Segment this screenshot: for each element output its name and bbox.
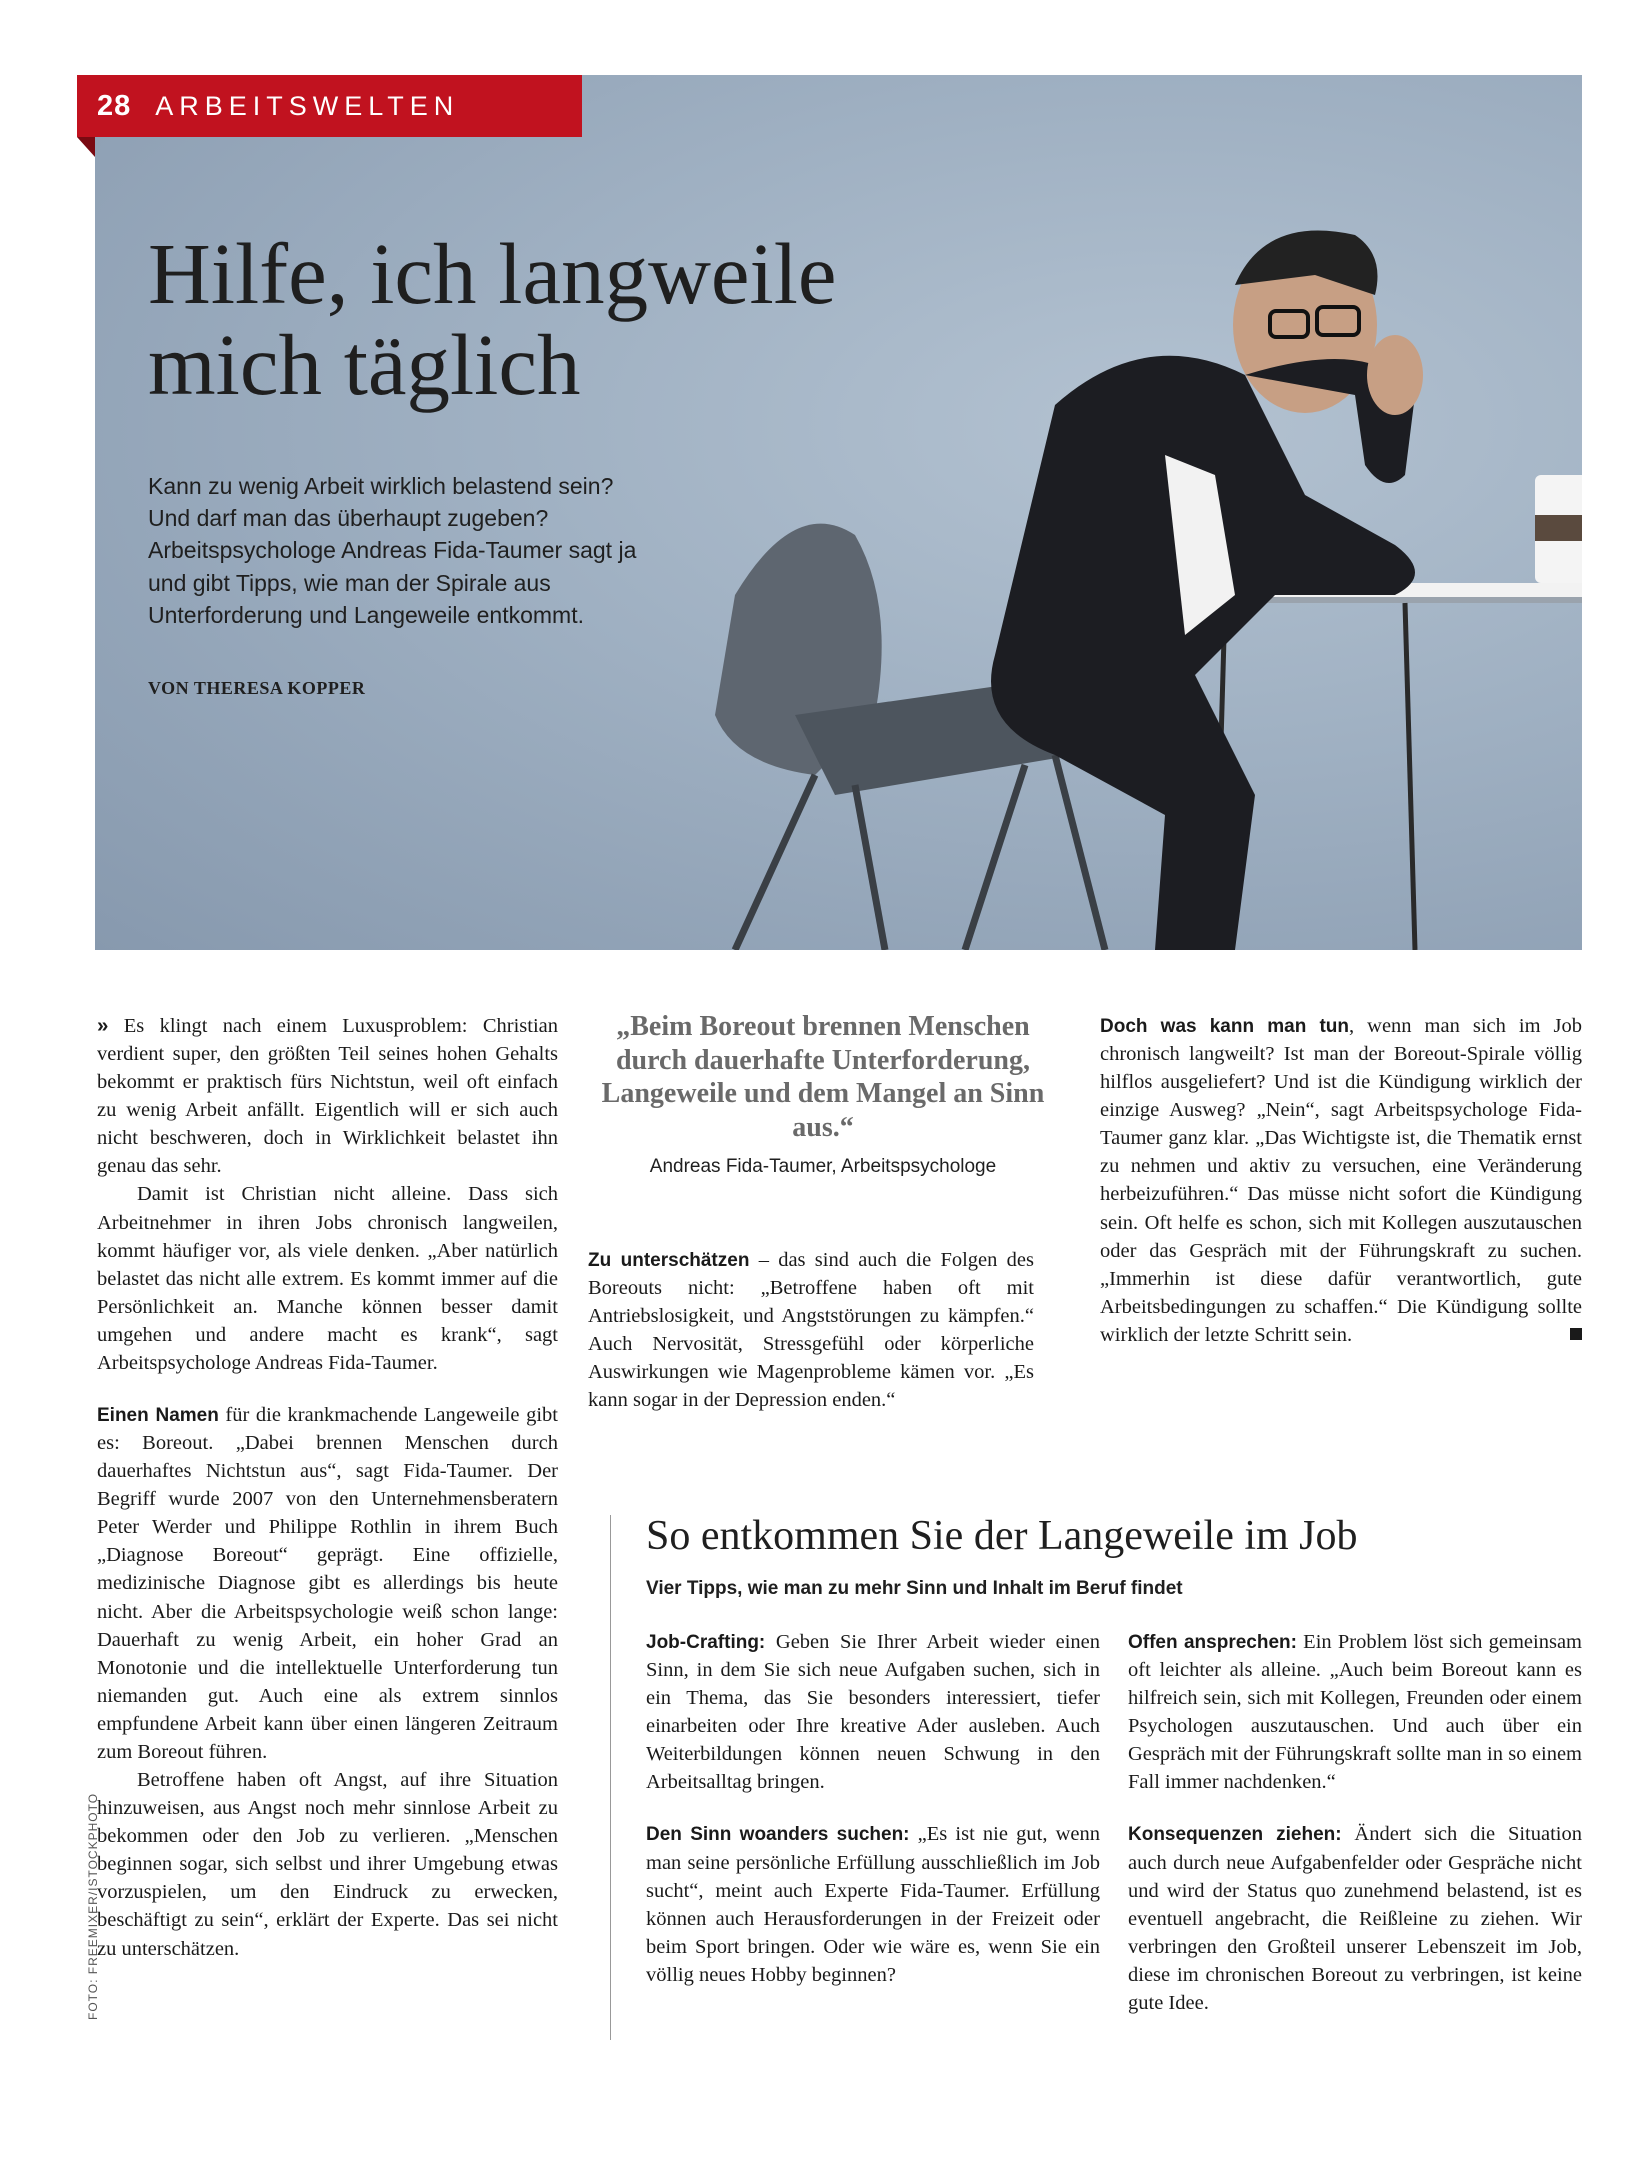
subhead-doch-was: Doch was kann man tun [1100,1016,1350,1037]
intro-text: Kann zu wenig Arbeit wirklich belastend sein? Und darf man das überhaupt zugeben? Arbeitspsychologe Andreas Fida-Taumer sagt ja und gibt Tipps, wie man der Spirale aus Unterforderung und Langeweile entkommt. [148,473,637,628]
section-tab [77,75,582,137]
tips-column-left [646,1628,1100,1989]
tips-column-right [1128,1628,1582,2017]
paragraph-3: Einen Namen für die krankmachende Langeweile gibt es: Boreout. „Dabei brennen Menschen durch dauerhaftes Nichtstun aus“, sagt Fida-Taumer. Der Begriff wurde 2007 von den Unternehmensberatern Peter Werder und Philippe Rothlin in ihrem Buch „Diagnose Boreout“ geprägt. Eine offizielle, medizinische Diagnose gibt es allerdings bis heute nicht. Aber die Arbeitspsychologie weiß schon lange: Dauerhaft zu wenig Arbeit, ein hoher Grad an Monotonie und die intellektuelle Unterforderung tun niemanden gut. Auch eine als extrem sinnlos empfundene Arbeit kann über einen längeren Zeitraum zum Boreout führen. [97,1404,558,1763]
paragraph-1: » Es klingt nach einem Luxusproblem: Christian verdient super, den größten Teil seines hohen Gehalts bekommt er praktisch fürs Nichtstun, weil oft einfach zu wenig Arbeit anfällt. Eigentlich will er sich auch nicht beschweren, doch in Wirklichkeit belastet ihn genau das sehr. [97,1014,558,1178]
article-column-3 [1100,1012,1582,1349]
tip-2: Den Sinn woanders suchen: „Es ist nie gut, wenn man seine persönliche Erfüllung ausschließlich im Job sucht“, meint auch Experte Fida-Taumer. Erfüllung können auch Herausforderungen in der Freizeit oder beim Sport bringen. Oder wie wäre es, wenn Sie ein völlig neues Hobby beginnen? [646,1823,1100,1986]
tip-3-lead: Offen ansprechen: [1128,1632,1297,1653]
subhead-zu-unterschaetzen: Zu unterschätzen [588,1250,750,1271]
quote-text: „Beim Boreout brennen Menschen durch dauerhafte Unterforderung, Langeweile und dem Mangel an Sinn aus.“ [601,1011,1045,1143]
person [991,356,1415,950]
headline-line-1: Hilfe, ich langweile [148,225,837,322]
quote-source: Andreas Fida-Taumer, Arbeitspsychologe [649,1156,997,1178]
start-marker: » [97,1014,109,1037]
paragraph-2: Damit ist Christian nicht alleine. Dass sich Arbeitnehmer in ihren Jobs chronisch langweilen, kommt häufiger vor, als viele denken. „Aber natürlich belastet das nicht alle extrem. Es kommt immer auf die Persönlichkeit an. Manche können besser damit umgehen und andere macht es krank“, sagt Arbeitspsychologe Andreas Fida-Taumer. [97,1183,558,1374]
paragraph-consequences: Zu unterschätzen – das sind auch die Folgen des Boreouts nicht: „Betroffene haben oft mit Antriebslosigkeit, und Angststörungen zu kämpfen.“ Auch Nervosität, Stressgefühl oder körperliche Auswirkungen wie Magenprobleme kämen vor. „Es kann sogar in der Depression enden.“ [588,1249,1034,1412]
tip-4-lead: Konsequenzen ziehen: [1128,1824,1342,1846]
byline: VON THERESA KOPPER [148,678,366,698]
page-number: 28 [97,89,132,122]
article-column-1 [97,1012,558,1963]
tip-4: Konsequenzen ziehen: Ändert sich die Situation auch durch neue Aufgabenfelder oder Gespräche nicht und wird der Status quo zunehmend belastend, ist es eventuell angebracht, die Reißleine zu ziehen. Wir verbringen den Großteil unserer Lebenszeit im Job, diese im chronischen Boreout zu verbringen, ist keine gute Idee. [1128,1823,1582,2014]
subhead-einen-namen: Einen Namen [97,1405,219,1427]
box-rule [610,1515,611,2040]
photo-credit: FOTO: FREEMIXER/ISTOCKPHOTO [86,1792,100,2020]
section-label: ARBEITSWELTEN [155,90,460,121]
article-column-2 [588,1246,1034,1414]
paragraph-what-to-do: Doch was kann man tun, wenn man sich im Job chronisch langweilt? Ist man der Boreout-Spirale völlig hilflos ausgeliefert? Und ist die Kündigung wirklich der einzige Ausweg? „Nein“, sagt Arbeitspsychologe Fida-Taumer ganz klar. „Das Wichtigste ist, die Thematik ernst zu nehmen und aktiv zu versuchen, eine Veränderung herbeizuführen.“ Das müsse nicht sofort die Kündigung sein. Oft helfe es schon, sich mit Kollegen auszutauschen oder das Gespräch mit der Führungskraft zu suchen. „Immerhin ist diese dafür verantwortlich, gute Arbeitsbedingungen zu schaffen.“ Die Kündigung sollte wirklich der letzte Schritt sein. [1100,1015,1583,1346]
tips-subtitle: Vier Tipps, wie man zu mehr Sinn und Inhalt im Beruf findet [646,1578,1183,1599]
tips-title: So entkommen Sie der Langeweile im Job [646,1513,1358,1559]
tab-fold [77,137,95,157]
headline-line-2: mich täglich [148,316,581,414]
hand [1367,335,1423,415]
end-mark [1570,1328,1582,1340]
tip-1-lead: Job-Crafting: [646,1632,766,1653]
tip-2-lead: Den Sinn woanders suchen: [646,1824,910,1846]
paragraph-4: Betroffene haben oft Angst, auf ihre Situation hinzuweisen, aus Angst noch mehr sinnlose Arbeit zu bekommen oder den Job zu verlieren. „Menschen beginnen sogar, sich selbst und ihrer Umgebung etwas vorzuspielen, um den Eindruck zu erwecken, beschäftigt zu sein“, erklärt der Experte. Das sei nicht zu unterschätzen. [97,1769,558,1960]
headline [148,225,1048,414]
pull-quote [588,1010,1058,1178]
tip-3: Offen ansprechen: Ein Problem löst sich gemeinsam oft leichter als alleine. „Auch beim Boreout kann es hilfreich sein, sich mit Kollegen, Freunden oder einem Psychologen auszutauschen. Und auch über ein Gespräch mit der Führungskraft sollte man in so einem Fall immer nachdenken.“ [1128,1631,1582,1794]
tip-1: Job-Crafting: Geben Sie Ihrer Arbeit wieder einen Sinn, in dem Sie sich neue Aufgaben suchen, sich in ein Thema, das Sie besonders interessiert, tiefer einarbeiten oder Ihre kreative Ader ausleben. Auch Weiterbildungen können neuen Schwung in den Arbeitsalltag bringen. [646,1631,1100,1794]
